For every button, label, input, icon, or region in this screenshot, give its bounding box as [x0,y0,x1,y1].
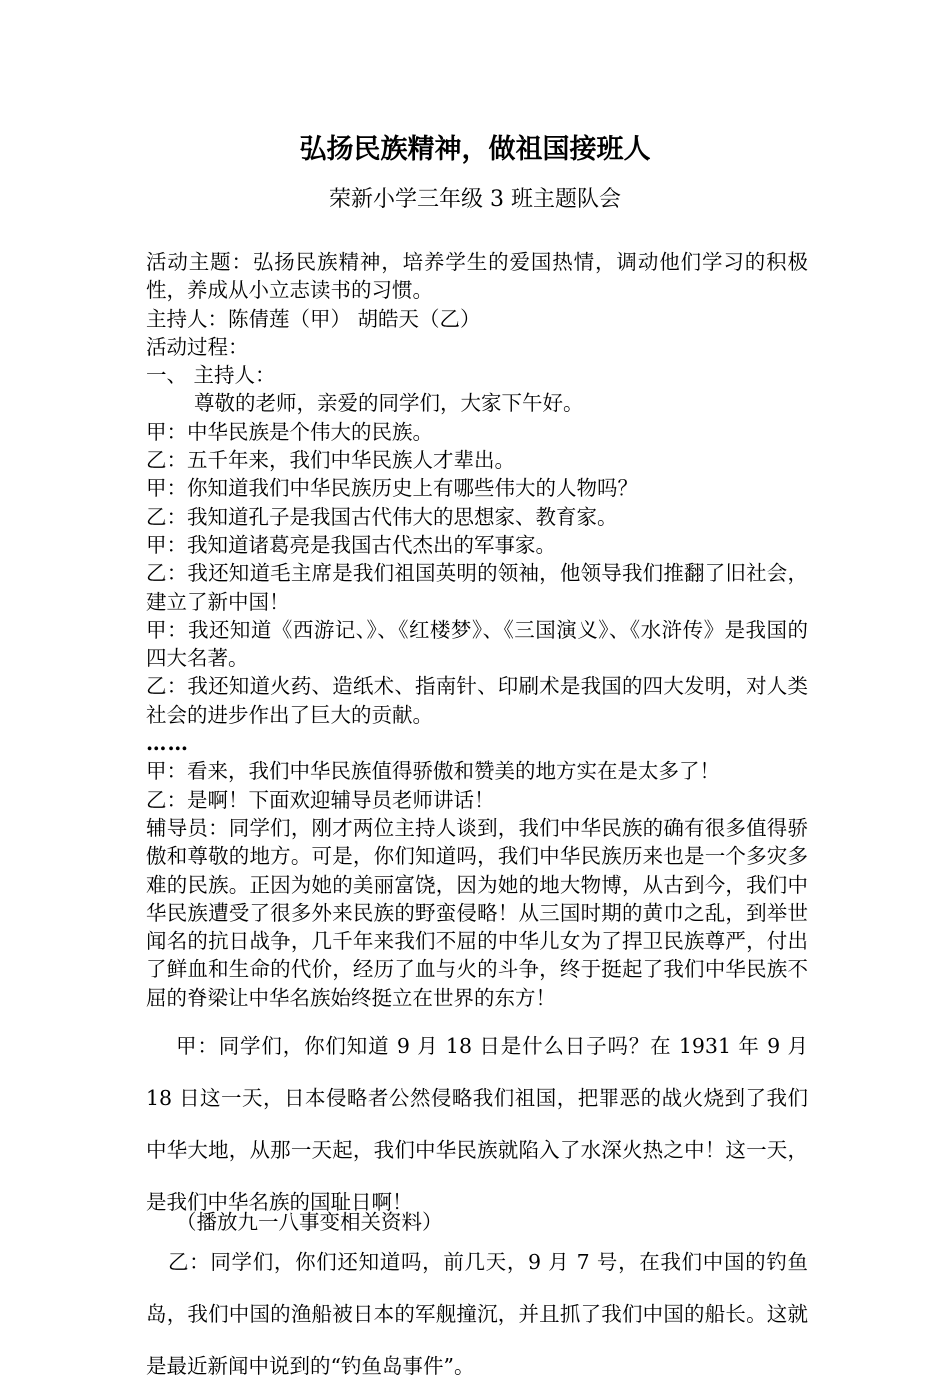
paragraph-counselor-speech: 辅导员：同学们，刚才两位主持人谈到，我们中华民族的确有很多值得骄傲和尊敬的地方。可是，你们知道吗，我们中华民族历来也是一个多灾多难的民族。正因为她的美丽富饶，因为她的地大物博，从古到今，我们中华民族遭受了很多外来民族的野蛮侵略！从三国时期的黄巾之乱，到举世闻名的抗日战争，几千年来我们不屈的中华儿女为了捍卫民族尊严，付出了鲜血和生命的代价，经历了血与火的斗争，终于挺起了我们中华民族不屈的脊梁让中华名族始终挺立在世界的东方！ [146,815,808,1010]
paragraph-sept-18: 甲：同学们，你们知道 9 月 18 日是什么日子吗？在 1931 年 9 月 18 日这一天，日本侵略者公然侵略我们祖国，把罪恶的战火烧到了我们中华大地，从那一天起，我们中华民族就陷入了水深火热之中！这一天，是我们中华名族的国耻日啊！ [146,1034,808,1215]
paragraph-hosts: 主持人：陈倩莲（甲） 胡皓天（乙） [146,306,481,331]
dialogue-line: 乙：五千年来，我们中华民族人才辈出。 [146,448,515,473]
paragraph-greeting: 尊敬的老师，亲爱的同学们，大家下午好。 [194,391,584,416]
paragraph-process: 活动过程： [146,334,249,359]
dialogue-line: 乙：我还知道火药、造纸术、指南针、印刷术是我国的四大发明，对人类社会的进步作出了巨大的贡献。 [146,674,808,727]
dialogue-line: 甲：我知道诸葛亮是我国古代杰出的军事家。 [146,532,556,557]
document-title: 弘扬民族精神，做祖国接班人 [299,134,651,165]
paragraph-video-note: （播放九一八事变相关资料） [176,1210,443,1235]
paragraph-theme: 活动主题：弘扬民族精神，培养学生的爱国热情，调动他们学习的积极性，养成从小立志读书的习惯。 [146,250,808,303]
document-body [146,248,808,1392]
paragraph-diaoyu-island: 乙：同学们，你们还知道吗，前几天，9 月 7 号，在我们中国的钓鱼岛，我们中国的渔船被日本的军舰撞沉，并且抓了我们中国的船长。这就是最近新闻中说到的“钓鱼岛事件”。 [146,1250,808,1379]
dialogue-line: 甲：你知道我们中华民族历史上有哪些伟大的人物吗？ [146,476,638,501]
dialogue-line: 乙：是啊！下面欢迎辅导员老师讲话！ [146,787,495,812]
dialogue-line: 甲：看来，我们中华民族值得骄傲和赞美的地方实在是太多了！ [146,759,720,784]
ellipsis-line: …… [146,731,189,756]
document-subtitle: 荣新小学三年级 3 班主题队会 [329,187,621,212]
dialogue-line: 甲：中华民族是个伟大的民族。 [146,419,433,444]
dialogue-line: 甲：我还知道《西游记、》、《红楼梦》、《三国演义》、《水浒传》是我国的四大名著。 [146,617,808,671]
dialogue-line: 乙：我还知道毛主席是我们祖国英明的领袖，他领导我们推翻了旧社会，建立了新中国！ [146,561,808,614]
paragraph-section-one: 一、 主持人： [146,363,276,388]
dialogue-line: 乙：我知道孔子是我国古代伟大的思想家、教育家。 [146,504,618,529]
